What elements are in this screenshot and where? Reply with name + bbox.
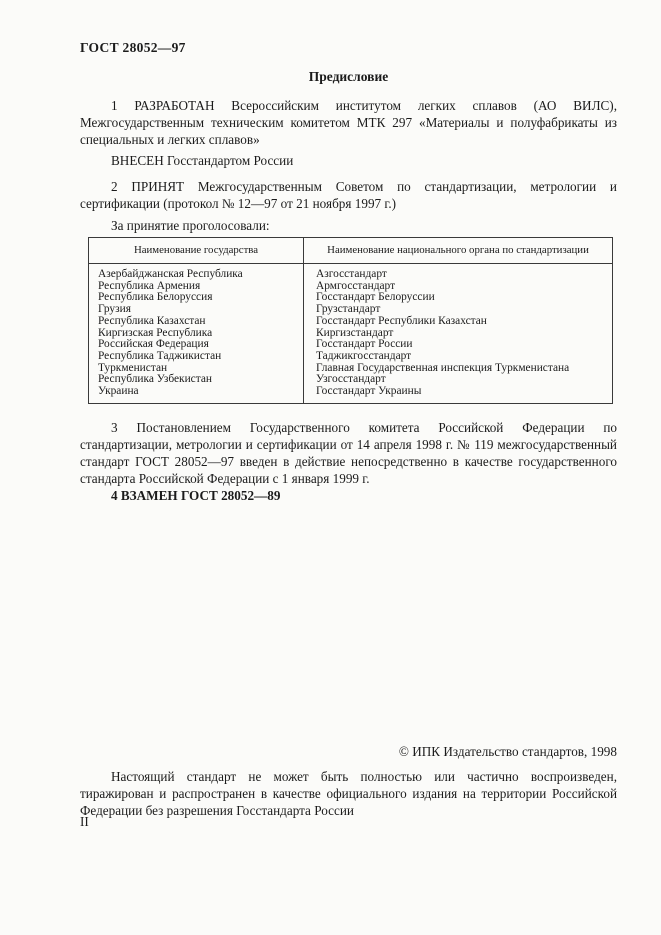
country-cell: Туркменистан — [98, 361, 168, 374]
agency-cell: Грузстандарт — [304, 304, 613, 316]
paragraph-adopted: 2 ПРИНЯТ Межгосударственным Советом по стандартизации, метрологии и сертификации (протокол № 12—97 от 21 ноября 1997 г.) — [80, 179, 617, 211]
paragraph-enactment: 3 Постановлением Государственного комитета Российской Федерации по стандартизации, метрологии и сертификации от 14 апреля 1998 г. № 119 межгосударственный стандарт ГОСТ 28052—97 введен в действие непосредственно в качестве государственного стандарта Российской Федерации с 1 января 1999 г. — [80, 419, 617, 486]
doc-code: ГОСТ 28052—97 — [80, 40, 186, 55]
country-cell: Республика Белоруссия — [98, 291, 213, 304]
page-title: Предисловие — [308, 69, 389, 84]
table-header-row — [89, 238, 613, 264]
table-row — [89, 351, 613, 363]
country-cell: Республика Казахстан — [98, 314, 206, 327]
agency-cell: Армгосстандарт — [304, 281, 613, 293]
table-header-country: Наименование государства — [89, 238, 304, 264]
country-cell: Республика Узбекистан — [98, 373, 212, 386]
vote-table — [88, 237, 613, 404]
agency-cell: Киргизстандарт — [304, 328, 613, 340]
country-cell: Республика Армения — [98, 279, 201, 292]
page-content — [80, 0, 617, 504]
paragraph-vote-intro: За принятие проголосовали: — [111, 218, 270, 233]
country-cell: Республика Таджикистан — [98, 349, 222, 362]
country-cell: Азербайджанская Республика — [98, 268, 243, 280]
table-row — [89, 264, 613, 281]
country-cell: Российская Федерация — [98, 338, 209, 351]
agency-cell: Госстандарт Украины — [304, 386, 613, 403]
table-row — [89, 386, 613, 403]
agency-cell: Узгосстандарт — [304, 374, 613, 386]
paragraph-developed: 1 РАЗРАБОТАН Всероссийским институтом легких сплавов (АО ВИЛС), Межгосударственным техническим комитетом МТК 297 «Материалы и полуфабрикаты из специальных и легких сплавов» — [80, 98, 617, 147]
paragraph-replaces: 4 ВЗАМЕН ГОСТ 28052—89 — [111, 487, 281, 503]
page-number: II — [80, 814, 89, 829]
table-row — [89, 316, 613, 328]
agency-cell: Госстандарт Белоруссии — [304, 292, 613, 304]
copyright-line: © ИПК Издательство стандартов, 1998 — [398, 744, 617, 759]
agency-cell: Госстандарт России — [304, 339, 613, 351]
reproduction-notice: Настоящий стандарт не может быть полностью или частично воспроизведен, тиражирован и распространен в качестве официального издания на территории Российской Федерации без разрешения Госстандарта России — [80, 769, 617, 818]
country-cell: Украина — [98, 385, 139, 398]
country-cell: Грузия — [98, 303, 131, 316]
agency-cell: Госстандарт Республики Казахстан — [304, 316, 613, 328]
agency-cell: Азгосстандарт — [304, 264, 613, 281]
table-header-agency: Наименование национального органа по стандартизации — [304, 238, 613, 264]
paragraph-submitted: ВНЕСЕН Госстандартом России — [111, 153, 294, 168]
agency-cell: Главная Государственная инспекция Туркменистана — [304, 363, 613, 375]
country-cell: Киргизская Республика — [98, 326, 213, 339]
agency-cell: Таджикгосстандарт — [304, 351, 613, 363]
